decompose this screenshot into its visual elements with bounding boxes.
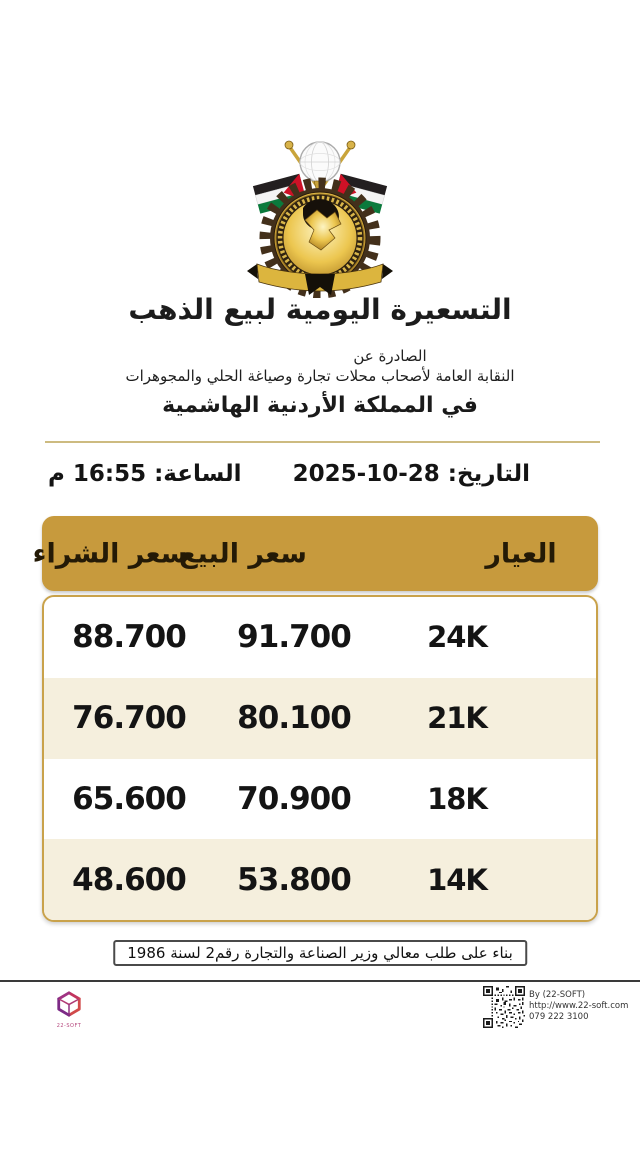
qr-code-icon xyxy=(483,986,525,1028)
logo-caption: 22-SOFT xyxy=(56,1023,82,1029)
issuer-name: النقابة العامة لأصحاب محلات تجارة وصياغة الحلي والمجوهرات xyxy=(125,367,515,385)
column-header-karat: العيار xyxy=(485,538,557,569)
sell-price: 53.800 xyxy=(237,861,351,898)
table-row xyxy=(44,839,596,920)
time-value: الساعة: 16:55 م xyxy=(48,461,242,487)
karat-value: 14K xyxy=(427,862,487,897)
table-row xyxy=(44,597,596,678)
sell-price: 70.900 xyxy=(237,780,351,817)
credits-block xyxy=(483,986,628,1028)
sell-price: 91.700 xyxy=(237,619,351,656)
date-value: التاريخ: 28-10-2025 xyxy=(292,461,530,487)
issued-by-label: الصادرة عن xyxy=(353,347,427,365)
table-row xyxy=(44,678,596,759)
sell-price: 80.100 xyxy=(237,700,351,737)
column-header-buy: سعر الشراء xyxy=(32,538,188,569)
syndicate-emblem-icon xyxy=(245,138,395,298)
credit-by: By (22-SOFT) xyxy=(529,990,586,1000)
divider xyxy=(45,441,600,443)
datetime-row xyxy=(48,455,530,493)
karat-value: 18K xyxy=(427,781,487,816)
karat-value: 21K xyxy=(427,701,487,736)
buy-price: 76.700 xyxy=(72,700,186,737)
cube-logo-icon xyxy=(54,990,84,1018)
credit-phone: 079 222 3100 xyxy=(529,1012,589,1022)
page-title: التسعيرة اليومية لبيع الذهب xyxy=(128,293,512,326)
software-logo xyxy=(50,990,88,1029)
credit-url: http://www.22-soft.com xyxy=(529,1001,629,1011)
footer-separator xyxy=(0,980,640,982)
karat-value: 24K xyxy=(427,620,487,655)
price-table-header xyxy=(32,516,598,591)
buy-price: 48.600 xyxy=(72,861,186,898)
buy-price: 88.700 xyxy=(72,619,186,656)
buy-price: 65.600 xyxy=(72,780,186,817)
price-table-body xyxy=(42,595,598,922)
country-name: في المملكة الأردنية الهاشمية xyxy=(162,393,478,418)
table-row xyxy=(44,759,596,840)
column-header-sell: سعر البيع xyxy=(179,538,307,569)
decree-note: بناء على طلب معالي وزير الصناعة والتجارة رقم2 لسنة 1986 xyxy=(113,940,527,966)
